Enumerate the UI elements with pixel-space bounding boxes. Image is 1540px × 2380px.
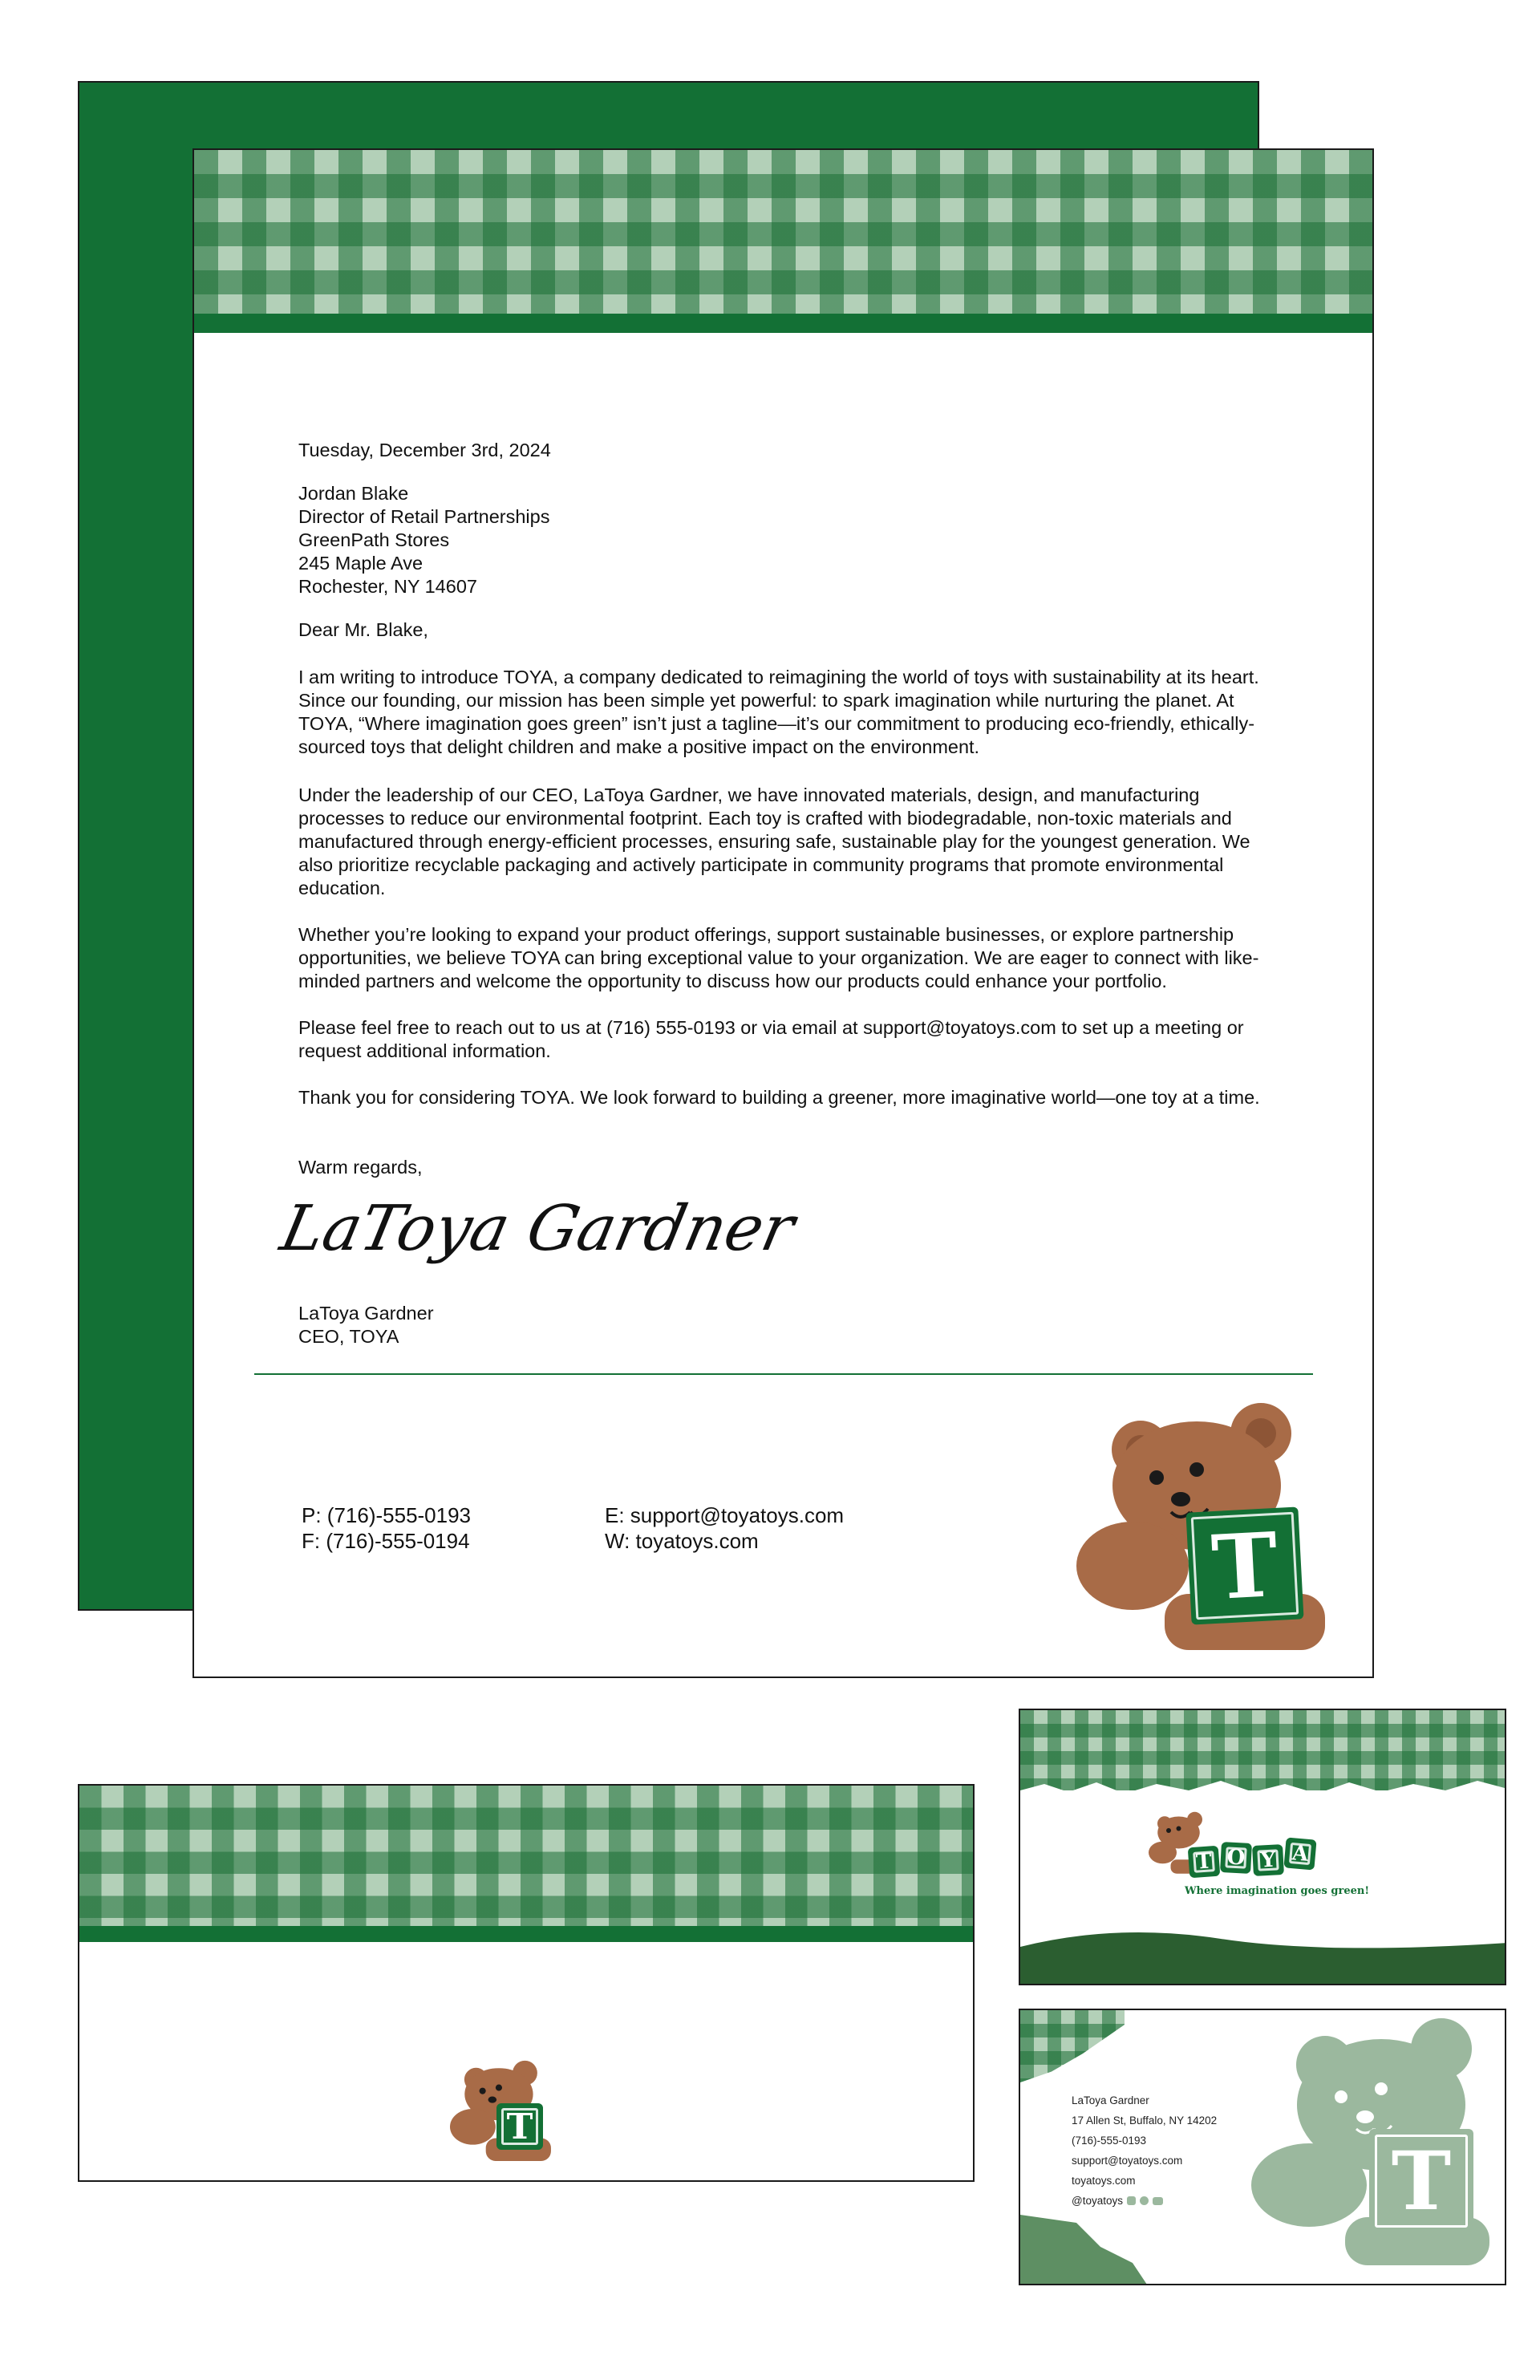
- card-bottom-wave: [1020, 1923, 1506, 1985]
- wordmark-letter: Y: [1259, 1847, 1277, 1873]
- body-paragraph: I am writing to introduce TOYA, a company dedicated to reimagining the world of toys with sustainability at its heart. Since our founding, our mission has been simple yet powerful: to spark imagination while nurturing the planet. At TOYA, “Where imagination goes green” isn’t just a tagline—it’s our commitment to producing eco-friendly, ethically-sourced toys that delight children and make a positive impact on the environment.: [298, 667, 1259, 757]
- card-email: support@toyatoys.com: [1072, 2155, 1183, 2167]
- business-card-front: [1019, 1709, 1506, 1985]
- recipient-city: Rochester, NY 14607: [298, 576, 477, 597]
- salutation: Dear Mr. Blake,: [298, 619, 428, 640]
- card-name: LaToya Gardner: [1072, 2094, 1149, 2106]
- instagram-icon[interactable]: [1127, 2196, 1136, 2205]
- letterhead: [192, 148, 1374, 1678]
- closing: Warm regards,: [298, 1157, 423, 1178]
- letter-block-muted: [1369, 2129, 1473, 2233]
- letter-date: Tuesday, December 3rd, 2024: [298, 440, 551, 460]
- wordmark-letter: T: [1195, 1849, 1213, 1875]
- body-paragraph: Whether you’re looking to expand your product offerings, support sustainable businesses, or explore partnership opportunities, we believe TOYA can bring exceptional value to your organization. We are eager to connect with like-minded partners and welcome the opportunity to discuss how our products could enhance your portfolio.: [298, 924, 1259, 991]
- letter-block: [1185, 1506, 1303, 1624]
- wordmark-block: [1252, 1844, 1284, 1876]
- envelope-band: [79, 1926, 973, 1942]
- block-letter: T: [1209, 1512, 1281, 1620]
- recipient-company: GreenPath Stores: [298, 529, 450, 550]
- recipient-name: Jordan Blake: [298, 483, 409, 504]
- body-paragraph: Under the leadership of our CEO, LaToya Gardner, we have innovated materials, design, and manufacturing processes to reduce our environmental footprint. Each toy is crafted with biodegradable, non-toxic materials and manufactured through energy-efficient processes, ensuring safe, sustainable play for the youngest generation. We also prioritize recyclable packaging and actively participate in community programs that promote environmental education.: [298, 785, 1250, 898]
- wordmark-block: [1283, 1837, 1316, 1870]
- envelope: [78, 1784, 975, 2182]
- wordmark-block: [1220, 1842, 1252, 1874]
- signer-title: CEO, TOYA: [298, 1326, 399, 1347]
- gingham-header: [194, 150, 1372, 333]
- signer-name: LaToya Gardner: [298, 1303, 434, 1324]
- footer-email: E: support@toyatoys.com: [605, 1503, 845, 1527]
- block-letter: T: [1391, 2134, 1452, 2228]
- card-website: toyatoys.com: [1072, 2175, 1136, 2187]
- facebook-icon[interactable]: [1140, 2196, 1149, 2205]
- header-band: [194, 314, 1372, 333]
- letter-block: [496, 2103, 543, 2150]
- footer-fax: F: (716)-555-0194: [302, 1529, 470, 1553]
- footer-website: W: toyatoys.com: [605, 1529, 759, 1553]
- recipient-street: 245 Maple Ave: [298, 553, 424, 574]
- footer-divider: [254, 1373, 1313, 1375]
- wordmark-block: [1188, 1846, 1221, 1879]
- card-social-row: [1072, 2191, 1163, 2211]
- card-back-bear: [1249, 2017, 1506, 2265]
- card-phone: (716)-555-0193: [1072, 2135, 1147, 2147]
- card-back-gingham: [1020, 2010, 1125, 2082]
- wordmark-letter: A: [1291, 1841, 1310, 1867]
- business-card-back: [1019, 2009, 1506, 2285]
- card-address: 17 Allen St, Buffalo, NY 14202: [1072, 2114, 1218, 2127]
- tagline: Where imagination goes green!: [1184, 1885, 1370, 1897]
- torn-paper-edge: [1020, 1774, 1506, 1806]
- card-social-handle: @toyatoys: [1072, 2195, 1123, 2207]
- youtube-icon[interactable]: [1153, 2197, 1163, 2205]
- footer-phone: P: (716)-555-0193: [302, 1503, 472, 1527]
- handwritten-signature: LaToya Gardner: [274, 1193, 800, 1265]
- card-back-corner: [1020, 2215, 1149, 2285]
- envelope-bear-logo: [450, 2058, 554, 2163]
- envelope-gingham: [79, 1786, 973, 1942]
- wordmark-letter: O: [1226, 1845, 1246, 1871]
- block-letter: T: [506, 2106, 533, 2147]
- recipient-title: Director of Retail Partnerships: [298, 506, 550, 527]
- body-paragraph: Please feel free to reach out to us at (716) 555-0193 or via email at support@toyatoys.com to set up a meeting or request additional information.: [298, 1017, 1244, 1061]
- bear-logo: [1076, 1401, 1333, 1650]
- body-paragraph: Thank you for considering TOYA. We look forward to building a greener, more imaginative world—one toy at a time.: [298, 1087, 1260, 1108]
